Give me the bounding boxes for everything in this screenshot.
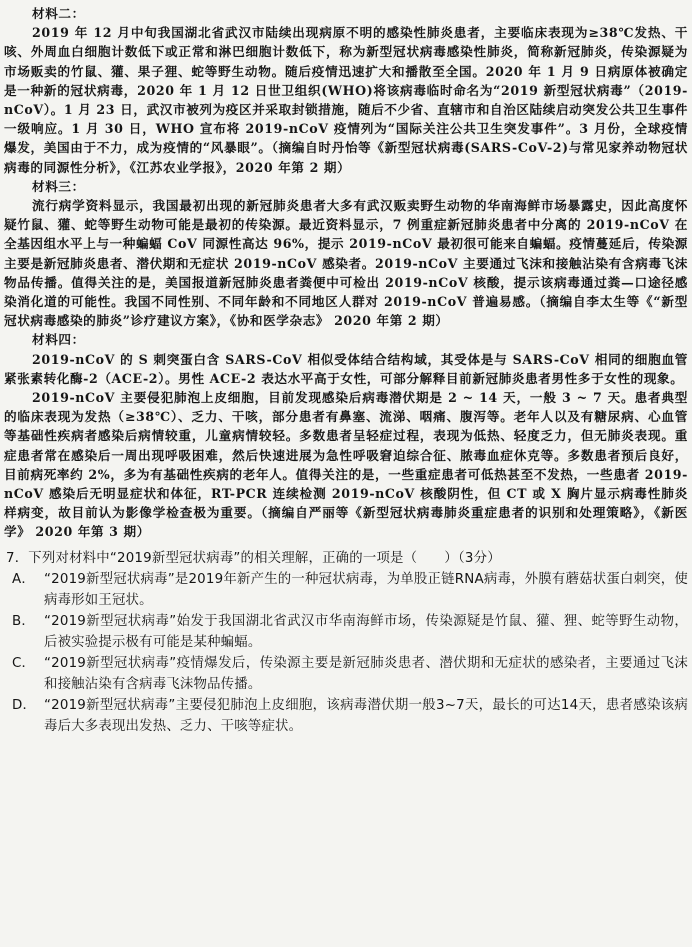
question-7 (4, 548, 688, 737)
option-text: “2019新型冠状病毒”主要侵犯肺泡上皮细胞，该病毒潜伏期一般3~7天，最长的可达14天，患者感染该病毒后大多表现出发热、乏力、干咳等症状。 (44, 697, 688, 734)
option-text: “2019新型冠状病毒”是2019年新产生的一种冠状病毒，为单股正链RNA病毒，外膜有蘑菇状蛋白刺突，使病毒形如王冠状。 (44, 571, 688, 608)
option-d (4, 695, 688, 737)
material3-paragraph: 流行病学资料显示，我国最初出现的新冠肺炎患者大多有武汉贩卖野生动物的华南海鲜市场暴露史，因此高度怀疑竹鼠、獾、蛇等野生动物可能是最初的传染源。最近资料显示，7 例重症新冠肺炎患者中分离的 2019-nCoV 在全基因组水平上与一种蝙蝠 CoV 同源性高达 96%，提示 2019-nCoV 最初很可能来自蝙蝠。疫情蔓延后，传染源主要是新冠肺炎患者、潜伏期和无症状 2019-nCoV 感染者。2019-nCoV 主要通过飞沫和接触沾染有含病毒飞沫物品传播。值得关注的是，美国报道新冠肺炎患者粪便中可检出 2019-nCoV 核酸，提示该病毒通过粪—口途径感染消化道的可能性。我国不同性别、不同年龄和不同地区人群对 2019-nCoV 普遍易感。（摘编自李太生等《“新型冠状病毒感染的肺炎”诊疗建议方案》，《协和医学杂志》 2020 年第 2 期） (4, 198, 688, 329)
option-label: C． (12, 655, 36, 671)
option-label: A． (12, 571, 35, 587)
material4-paragraph-1: 2019-nCoV 的 S 刺突蛋白含 SARS-CoV 相似受体结合结构域，其受体是与 SARS-CoV 相同的细胞血管紧张素转化酶-2（ACE-2）。男性 ACE-2 表达水平高于女性，可部分解释目前新冠肺炎患者男性多于女性的现象。 (4, 351, 688, 386)
option-label: B． (12, 613, 35, 629)
option-label: D． (12, 697, 37, 713)
option-text: “2019新型冠状病毒”疫情爆发后，传染源主要是新冠肺炎患者、潜伏期和无症状的感染者，主要通过飞沫和接触沾染有含病毒飞沫物品传播。 (44, 655, 688, 692)
material3-heading: 材料三： (32, 178, 85, 194)
question-stem: 7．下列对材料中“2019新型冠状病毒”的相关理解，正确的一项是（ ）（3分） (6, 550, 501, 566)
material4-heading: 材料四： (32, 332, 85, 348)
material2-paragraph: 2019 年 12 月中旬我国湖北省武汉市陆续出现病原不明的感染性肺炎患者，主要临床表现为≥38℃发热、干咳、外周血白细胞计数低下或正常和淋巴细胞计数低下，称为新型冠状病毒感染性肺炎，简称新冠肺炎，传染源疑为市场贩卖的竹鼠、獾、果子狸、蛇等野生动物。随后疫情迅速扩大和播散至全国。2020 年 1 月 9 日病原体被确定是一种新的冠状病毒，2020 年 1 月 12 日世卫组织(WHO)将该病毒临时命名为“2019 新型冠状病毒”（2019-nCoV）。1 月 23 日，武汉市被列为疫区并采取封锁措施，随后不少省、直辖市和自治区陆续启动突发公共卫生事件一级响应。1 月 30 日，WHO 宣布将 2019-nCoV 疫情列为“国际关注公共卫生突发事件”。3 月份，全球疫情爆发，美国由于不力，成为疫情的“风暴眼”。（摘编自时丹怡等《新型冠状病毒(SARS-CoV-2)与常见家养动物冠状病毒的同源性分析》，《江苏农业学报》，2020 年第 2 期） (4, 25, 688, 175)
material4-paragraph-2: 2019-nCoV 主要侵犯肺泡上皮细胞，目前发现感染后病毒潜伏期是 2 ~ 14 天，一般 3 ~ 7 天。患者典型的临床表现为发热（≥38℃）、乏力、干咳，部分患者有鼻塞、流涕、咽痛、腹泻等。老年人以及有糖尿病、心血管等基础性疾病者感染后病情较重，儿童病情较轻。多数患者呈轻症过程，表现为低热、轻度乏力，但无肺炎表现。重症患者常在感染后一周出现呼吸困难，然后快速进展为急性呼吸窘迫综合征、脓毒血症休克等。多数患者预后良好，目前病死率约 2%，多为有基础性疾病的老年人。值得关注的是，一些重症患者可低热甚至不发热，一些患者 2019-nCoV 感染后无明显症状和体征，RT-PCR 连续检测 2019-nCoV 核酸阴性，但 CT 或 X 胸片显示病毒性肺炎样病变，故目前认为影像学检查极为重要。（摘编自严丽等《新型冠状病毒肺炎重症患者的识别和处理策略》，《新医学》 2020 年第 3 期） (4, 390, 688, 540)
option-text: “2019新型冠状病毒”始发于我国湖北省武汉市华南海鲜市场，传染源疑是竹鼠、獾、狸、蛇等野生动物，后被实验提示极有可能是某种蝙蝠。 (44, 613, 688, 650)
option-a (4, 569, 688, 611)
material2-heading: 材料二： (32, 6, 85, 21)
option-b (4, 611, 688, 653)
reading-passage (4, 4, 688, 737)
option-c (4, 653, 688, 695)
